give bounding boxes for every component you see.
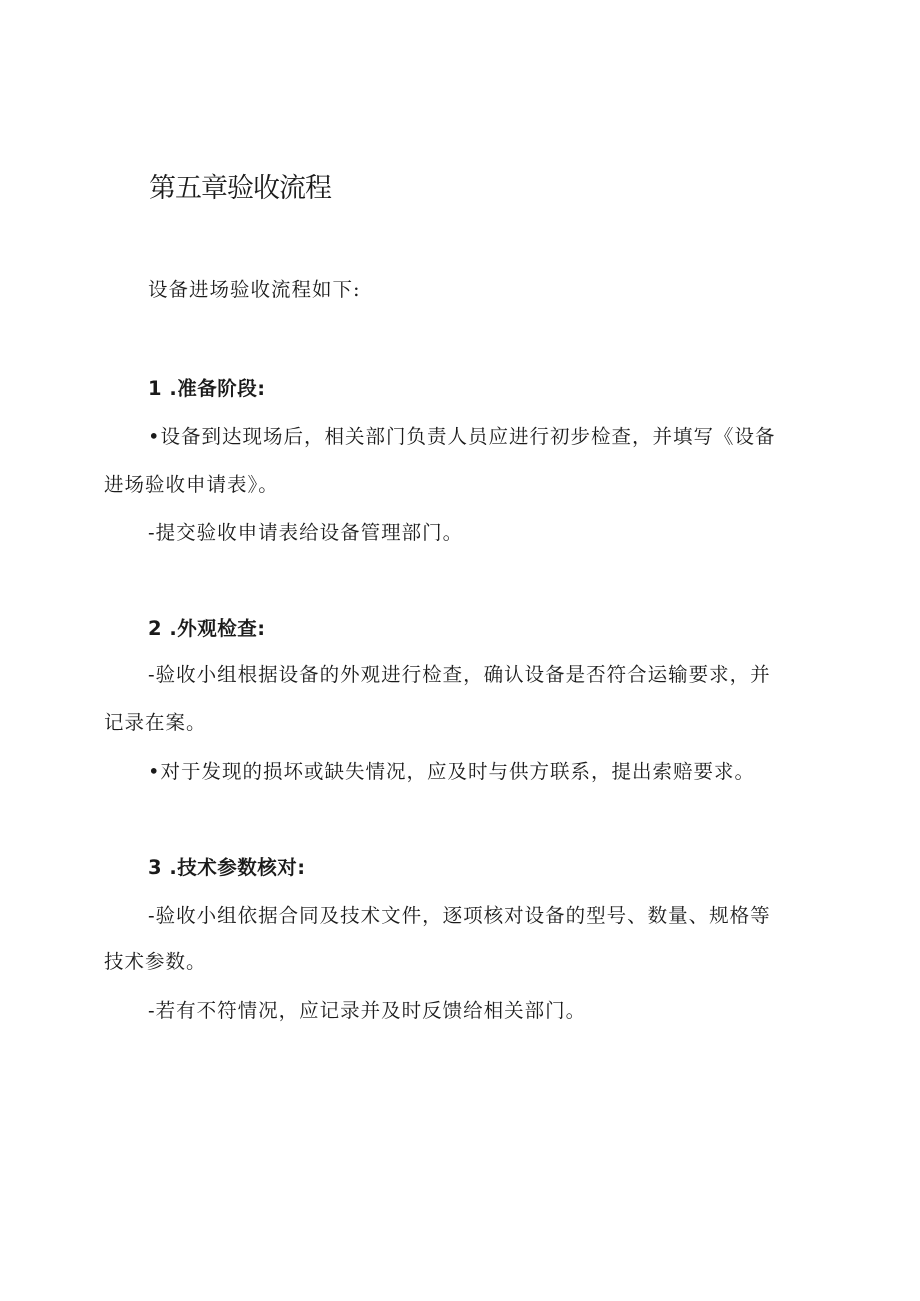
- section-3-line-1: -验收小组依据合同及技术文件，逐项核对设备的型号、数量、规格等: [148, 904, 771, 927]
- intro-text: 设备进场验收流程如下:: [148, 278, 361, 301]
- section-3-line-2: 技术参数。: [104, 950, 207, 973]
- chapter-title: 第五章验收流程: [149, 173, 331, 204]
- section-3-heading: 3 .技术参数核对:: [148, 856, 306, 879]
- section-1-line-1: •设备到达现场后，相关部门负责人员应进行初步检查，并填写《设备: [148, 425, 776, 448]
- section-2-line-3: •对于发现的损坏或缺失情况，应及时与供方联系，提出索赔要求。: [148, 760, 756, 783]
- section-1-line-2: 进场验收申请表》。: [104, 473, 279, 496]
- section-1-line-3: -提交验收申请表给设备管理部门。: [148, 521, 464, 544]
- section-1-heading: 1 .准备阶段:: [148, 377, 266, 400]
- section-2-line-2: 记录在案。: [104, 711, 207, 734]
- section-2-line-1: -验收小组根据设备的外观进行检查，确认设备是否符合运输要求，并: [148, 663, 771, 686]
- section-2-heading: 2 .外观检查:: [148, 617, 266, 640]
- section-3-line-3: -若有不符情况，应记录并及时反馈给相关部门。: [148, 999, 587, 1022]
